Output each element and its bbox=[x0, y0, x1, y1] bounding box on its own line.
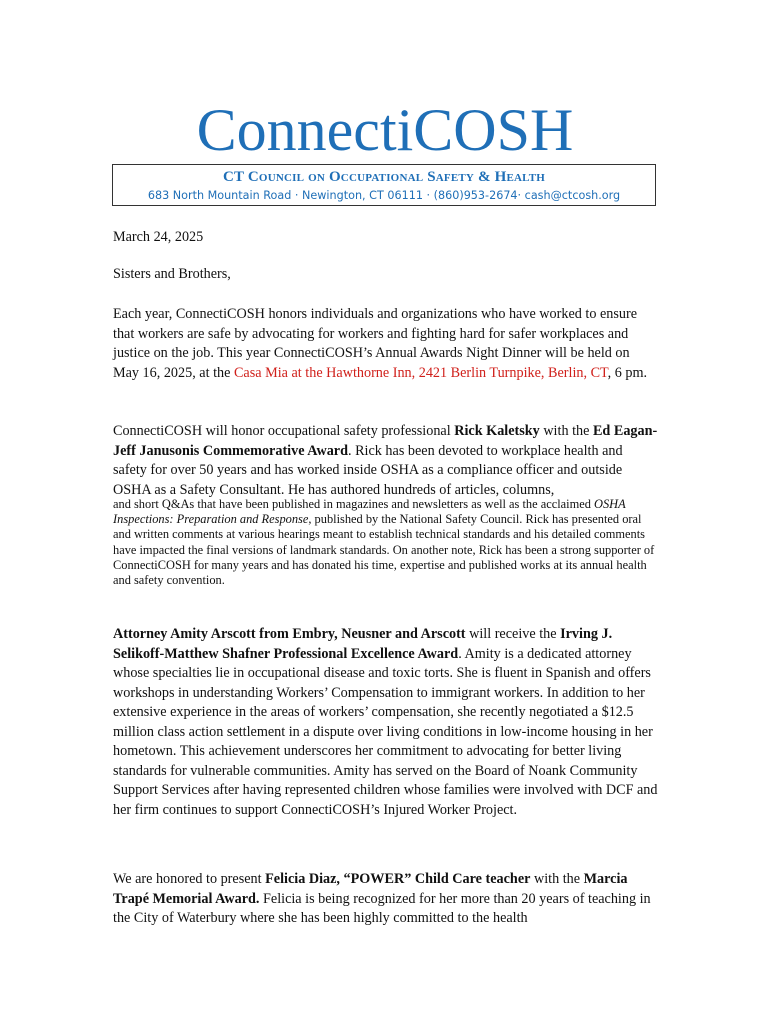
p3-text-b: . Amity is a dedicated attorney whose specialties lie in occupational disease and toxic torts. She is fluent in Spanish and offers workshops in understanding Workers’ Compensation to immigrant workers. In addition to her extensive experience in the areas of workers’ compensation, she recently negotiated a $12.5 million class action settlement in a dispute over living conditions in low-income housing in her hometown. This achievement underscores her commitment to advocating for better living standards for vulnerable communities. Amity has served on the Board of Noank Community Support Services after having represented children whose families were involved with DCF and her firm continues to support ConnectiCOSH’s Injured Worker Project. bbox=[113, 645, 658, 818]
p1-text: Each year, ConnectiCOSH honors individuals and organizations who have worked to ensure that workers are safe by advocating for workers and fighting hard for safer workplaces and justice on the job. This year ConnectiCOSH’s Annual Awards Night Dinner will be held on May 16, 2025, at the bbox=[113, 306, 637, 381]
p2-text-c: . Rick has been devoted to workplace health and safety for over 50 years and has worked inside OSHA as a compliance officer and outside OSHA as a Safety Consultant. He has authored hundreds of articles, columns, bbox=[113, 442, 623, 498]
p4-text-c: Felicia is being recognized for her more than 20 years of teaching in the City of Waterbury where she has been highly committed to the health bbox=[113, 890, 651, 926]
p2-text-d: and short Q&As that have been published in magazines and newsletters as well as the acclaimed bbox=[113, 497, 595, 511]
p2-text-a: ConnectiCOSH will honor occupational safety professional bbox=[113, 423, 455, 439]
paragraph-rick-kaletsky bbox=[113, 422, 658, 500]
p4-text-b: with the bbox=[530, 871, 584, 887]
p1-tail: , 6 pm. bbox=[607, 364, 648, 381]
paragraph-awards-dinner bbox=[113, 305, 658, 383]
honoree-name-rick: Rick Kaletsky bbox=[454, 423, 540, 439]
paragraph-felicia-diaz bbox=[113, 870, 658, 929]
org-name: ConnectiCOSH bbox=[196, 97, 574, 163]
p2-text-e: , published by the National Safety Council. Rick has presented oral and written comments at various hearings meant to establish technical standards and his detailed comments have impacted the final versions of landmark standards. On another note, Rick has been a strong supporter of ConnectiCOSH for many years and has donated his time, expertise and published works at its annual health and safety convention. bbox=[113, 512, 655, 588]
book-title: OSHA Inspections: Preparation and Response bbox=[113, 497, 626, 527]
p3-text-a: will receive the bbox=[465, 626, 561, 642]
award-name-trape: Marcia Trapé Memorial Award. bbox=[113, 871, 628, 907]
p2-text-b: with the bbox=[539, 423, 593, 439]
letterhead-box bbox=[112, 164, 656, 206]
contact-address: 683 North Mountain Road · Newington, CT 06111 · (860)953-2674· cash@ctcosh.org bbox=[147, 189, 621, 202]
award-name-selikoff: Irving J. Selikoff-Matthew Shafner Professional Excellence Award bbox=[113, 626, 613, 662]
award-name-eagan: Ed Eagan-Jeff Janusonis Commemorative Award bbox=[113, 423, 658, 459]
honoree-name-felicia: Felicia Diaz, “POWER” Child Care teacher bbox=[265, 871, 531, 887]
honoree-name-amity: Attorney Amity Arscott from Embry, Neusner and Arscott bbox=[113, 626, 466, 642]
salutation: Sisters and Brothers, bbox=[113, 266, 231, 282]
paragraph-rick-kaletsky-cont bbox=[113, 497, 658, 588]
venue-address: Casa Mia at the Hawthorne Inn, 2421 Berlin Turnpike, Berlin, CT bbox=[233, 364, 608, 381]
paragraph-amity-arscott bbox=[113, 625, 658, 820]
p4-text-a: We are honored to present bbox=[113, 871, 266, 887]
council-name: CT Council on Occupational Safety & Health bbox=[222, 169, 546, 185]
letter-date: March 24, 2025 bbox=[113, 229, 204, 245]
